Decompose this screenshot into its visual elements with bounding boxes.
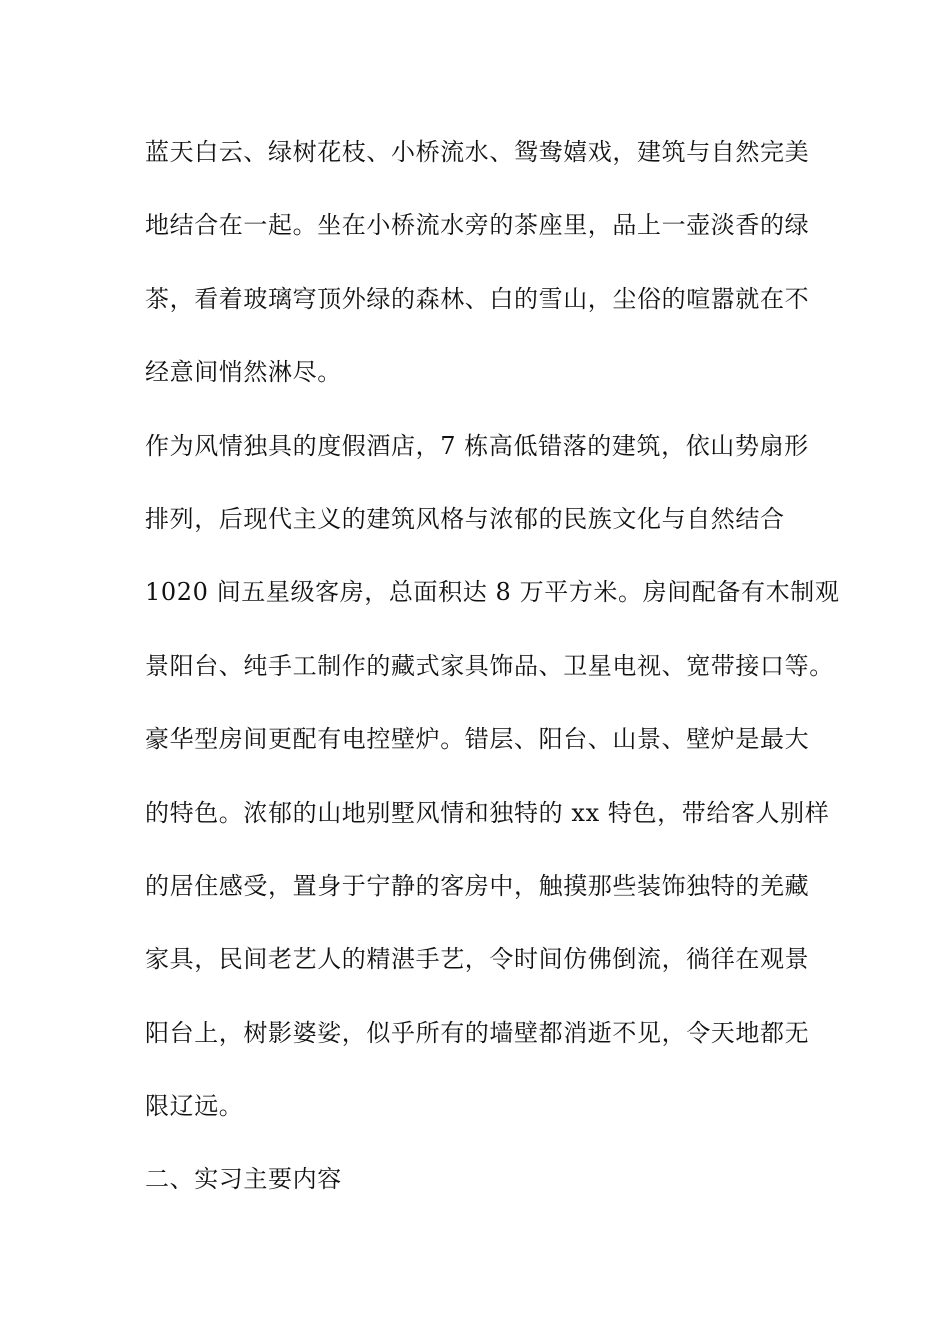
text-line: 1020 间五星级客房，总面积达 8 万平方米。房间配备有木制观 [145, 578, 840, 607]
text-line: 景阳台、纯手工制作的藏式家具饰品、卫星电视、宽带接口等。 [145, 651, 834, 680]
text-line: 豪华型房间更配有电控壁炉。错层、阳台、山景、壁炉是最大 [145, 725, 810, 754]
text-line: 限辽远。 [145, 1092, 244, 1121]
text-line: 的居住感受，置身于宁静的客房中，触摸那些装饰独特的羌藏 [145, 871, 810, 900]
text-line: 蓝天白云、绿树花枝、小桥流水、鸳鸯嬉戏，建筑与自然完美 [145, 138, 810, 166]
body-text [145, 128, 840, 1229]
text-line: 经意间悄然淋尽。 [145, 358, 342, 387]
section-heading: 二、实习主要内容 [145, 1165, 342, 1194]
text-line: 的特色。浓郁的山地别墅风情和独特的 xx 特色，带给客人别样 [145, 798, 830, 827]
text-line: 排列，后现代主义的建筑风格与浓郁的民族文化与自然结合 [145, 504, 785, 533]
text-line: 地结合在一起。坐在小桥流水旁的茶座里，品上一壶淡香的绿 [145, 211, 810, 240]
text-line: 茶，看着玻璃穹顶外绿的森林、白的雪山，尘俗的喧嚣就在不 [145, 284, 810, 313]
text-line: 家具，民间老艺人的精湛手艺，令时间仿佛倒流，徜徉在观景 [145, 945, 810, 974]
text-line: 阳台上，树影婆娑，似乎所有的墙壁都消逝不见，令天地都无 [145, 1018, 810, 1047]
text-line: 作为风情独具的度假酒店，7 栋高低错落的建筑，依山势扇形 [145, 431, 809, 460]
